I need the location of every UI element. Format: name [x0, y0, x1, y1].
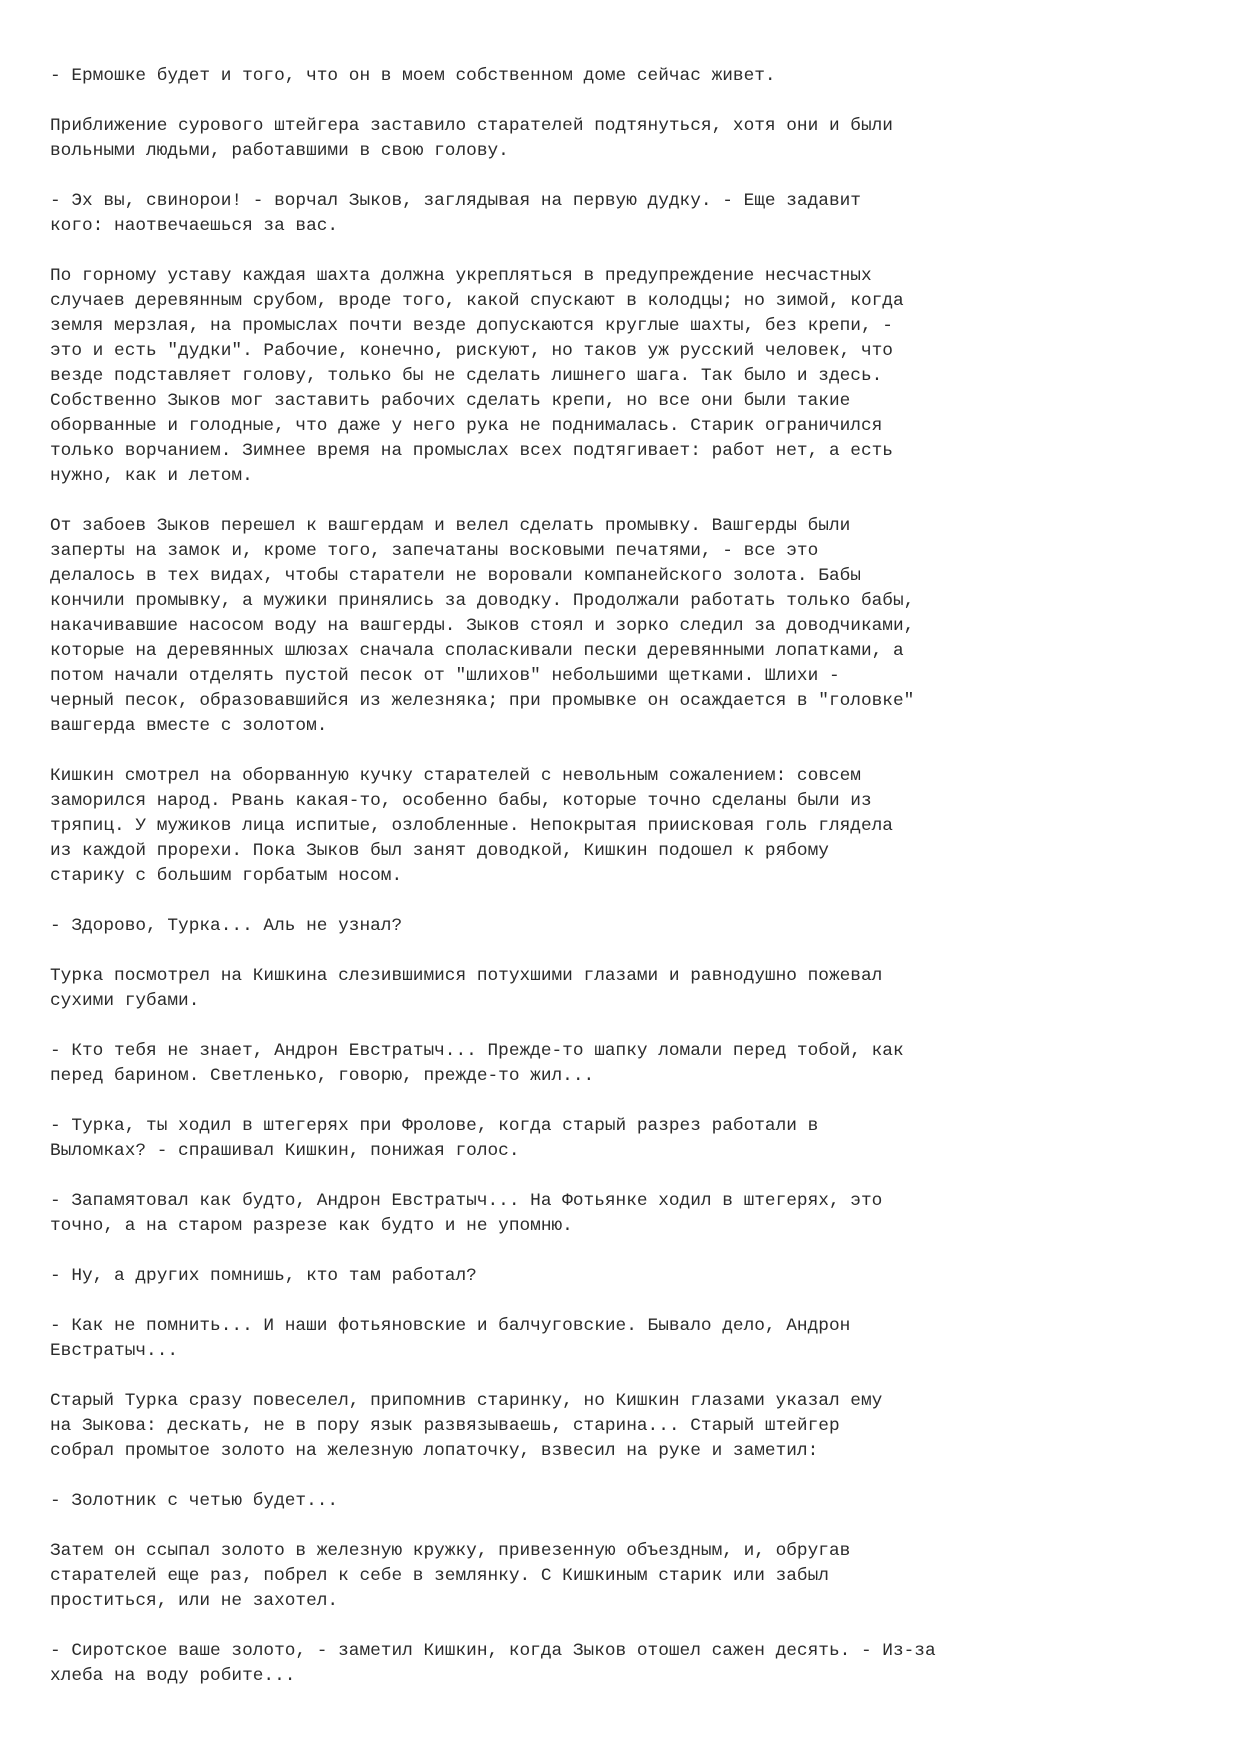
text-line: проститься, или не захотел. [50, 1591, 339, 1611]
text-line: только ворчанием. Зимнее время на промыслах всех подтягивает: работ нет, а есть [50, 441, 893, 461]
text-line: точно, а на старом разрезе как будто и не упомню. [50, 1216, 573, 1236]
text-line: Турка посмотрел на Кишкина слезившимися потухшими глазами и равнодушно пожевал [50, 966, 883, 986]
text-line: случаев деревянным срубом, вроде того, какой спускают в колодцы; но зимой, когда [50, 291, 904, 311]
text-line: - Здорово, Турка... Аль не узнал? [50, 916, 403, 936]
text-paragraph [50, 1114, 1200, 1164]
text-paragraph [50, 764, 1200, 889]
text-line: тряпиц. У мужиков лица испитые, озлобленные. Непокрытая приисковая голь глядела [50, 816, 893, 836]
text-line: оборванные и голодные, что даже у него рука не поднималась. Старик ограничился [50, 416, 883, 436]
text-line: Затем он ссыпал золото в железную кружку, привезенную объездным, и, обругав [50, 1541, 851, 1561]
text-line: хлеба на воду робите... [50, 1666, 296, 1686]
text-line: нужно, как и летом. [50, 466, 253, 486]
text-line: - Ермошке будет и того, что он в моем собственном доме сейчас живет. [50, 66, 776, 86]
text-paragraph [50, 114, 1200, 164]
text-paragraph [50, 264, 1200, 489]
text-line: - Сиротское ваше золото, - заметил Кишкин, когда Зыков отошел сажен десять. - Из-за [50, 1641, 936, 1661]
text-line: - Ну, а других помнишь, кто там работал? [50, 1266, 477, 1286]
text-line: Выломках? - спрашивал Кишкин, понижая голос. [50, 1141, 520, 1161]
text-line: собрал промытое золото на железную лопаточку, взвесил на руке и заметил: [50, 1441, 819, 1461]
text-paragraph [50, 1189, 1200, 1239]
text-paragraph [50, 914, 1200, 939]
text-line: кончили промывку, а мужики принялись за доводку. Продолжали работать только бабы, [50, 591, 915, 611]
text-paragraph [50, 514, 1200, 739]
text-line: которые на деревянных шлюзах сначала споласкивали пески деревянными лопатками, а [50, 641, 904, 661]
text-paragraph [50, 1314, 1200, 1364]
text-line: Евстратыч... [50, 1341, 179, 1361]
text-line: Старый Турка сразу повеселел, припомнив старинку, но Кишкин глазами указал ему [50, 1391, 883, 1411]
text-line: - Запамятовал как будто, Андрон Евстратыч... На Фотьянке ходил в штегерях, это [50, 1191, 883, 1211]
text-line: - Кто тебя не знает, Андрон Евстратыч... Прежде-то шапку ломали перед тобой, как [50, 1041, 904, 1061]
text-paragraph [50, 964, 1200, 1014]
text-paragraph [50, 1639, 1200, 1689]
text-paragraph [50, 1039, 1200, 1089]
text-line: - Турка, ты ходил в штегерях при Фролове, когда старый разрез работали в [50, 1116, 819, 1136]
text-line: из каждой прорехи. Пока Зыков был занят доводкой, Кишкин подошел к рябому [50, 841, 829, 861]
text-line: - Золотник с четью будет... [50, 1491, 339, 1511]
text-line: перед барином. Светленько, говорю, прежде-то жил... [50, 1066, 595, 1086]
text-line: Кишкин смотрел на оборванную кучку старателей с невольным сожалением: совсем [50, 766, 861, 786]
text-paragraph [50, 64, 1200, 89]
text-line: везде подставляет голову, только бы не сделать лишнего шага. Так было и здесь. [50, 366, 883, 386]
text-line: это и есть "дудки". Рабочие, конечно, рискуют, но таков уж русский человек, что [50, 341, 893, 361]
text-paragraph [50, 1539, 1200, 1614]
text-line: Собственно Зыков мог заставить рабочих сделать крепи, но все они были такие [50, 391, 851, 411]
text-line: потом начали отделять пустой песок от "шлихов" небольшими щетками. Шлихи - [50, 666, 840, 686]
text-line: на Зыкова: дескать, не в пору язык развязываешь, старина... Старый штейгер [50, 1416, 840, 1436]
text-paragraph [50, 1489, 1200, 1514]
text-paragraph [50, 1264, 1200, 1289]
text-line: - Как не помнить... И наши фотьяновские и балчуговские. Бывало дело, Андрон [50, 1316, 851, 1336]
text-line: старателей еще раз, побрел к себе в землянку. С Кишкиным старик или забыл [50, 1566, 829, 1586]
text-line: сухими губами. [50, 991, 200, 1011]
text-line: черный песок, образовавшийся из железняка; при промывке он осаждается в "головке" [50, 691, 915, 711]
text-line: - Эх вы, свинорои! - ворчал Зыков, заглядывая на первую дудку. - Еще задавит [50, 191, 861, 211]
text-line: земля мерзлая, на промыслах почти везде допускаются круглые шахты, без крепи, - [50, 316, 893, 336]
text-line: старику с большим горбатым носом. [50, 866, 403, 886]
text-line: кого: наотвечаешься за вас. [50, 216, 339, 236]
text-line: вашгерда вместе с золотом. [50, 716, 328, 736]
text-line: По горному уставу каждая шахта должна укрепляться в предупреждение несчастных [50, 266, 872, 286]
text-line: Приближение сурового штейгера заставило старателей подтянуться, хотя они и были [50, 116, 893, 136]
document-page [50, 64, 1200, 1714]
text-line: заперты на замок и, кроме того, запечатаны восковыми печатями, - все это [50, 541, 819, 561]
text-paragraph [50, 1389, 1200, 1464]
text-line: заморился народ. Рвань какая-то, особенно бабы, которые точно сделаны были из [50, 791, 872, 811]
text-line: накачивавшие насосом воду на вашгерды. Зыков стоял и зорко следил за доводчиками, [50, 616, 915, 636]
text-line: делалось в тех видах, чтобы старатели не воровали компанейского золота. Бабы [50, 566, 861, 586]
text-line: От забоев Зыков перешел к вашгердам и велел сделать промывку. Вашгерды были [50, 516, 851, 536]
text-paragraph [50, 189, 1200, 239]
text-line: вольными людьми, работавшими в свою голову. [50, 141, 509, 161]
